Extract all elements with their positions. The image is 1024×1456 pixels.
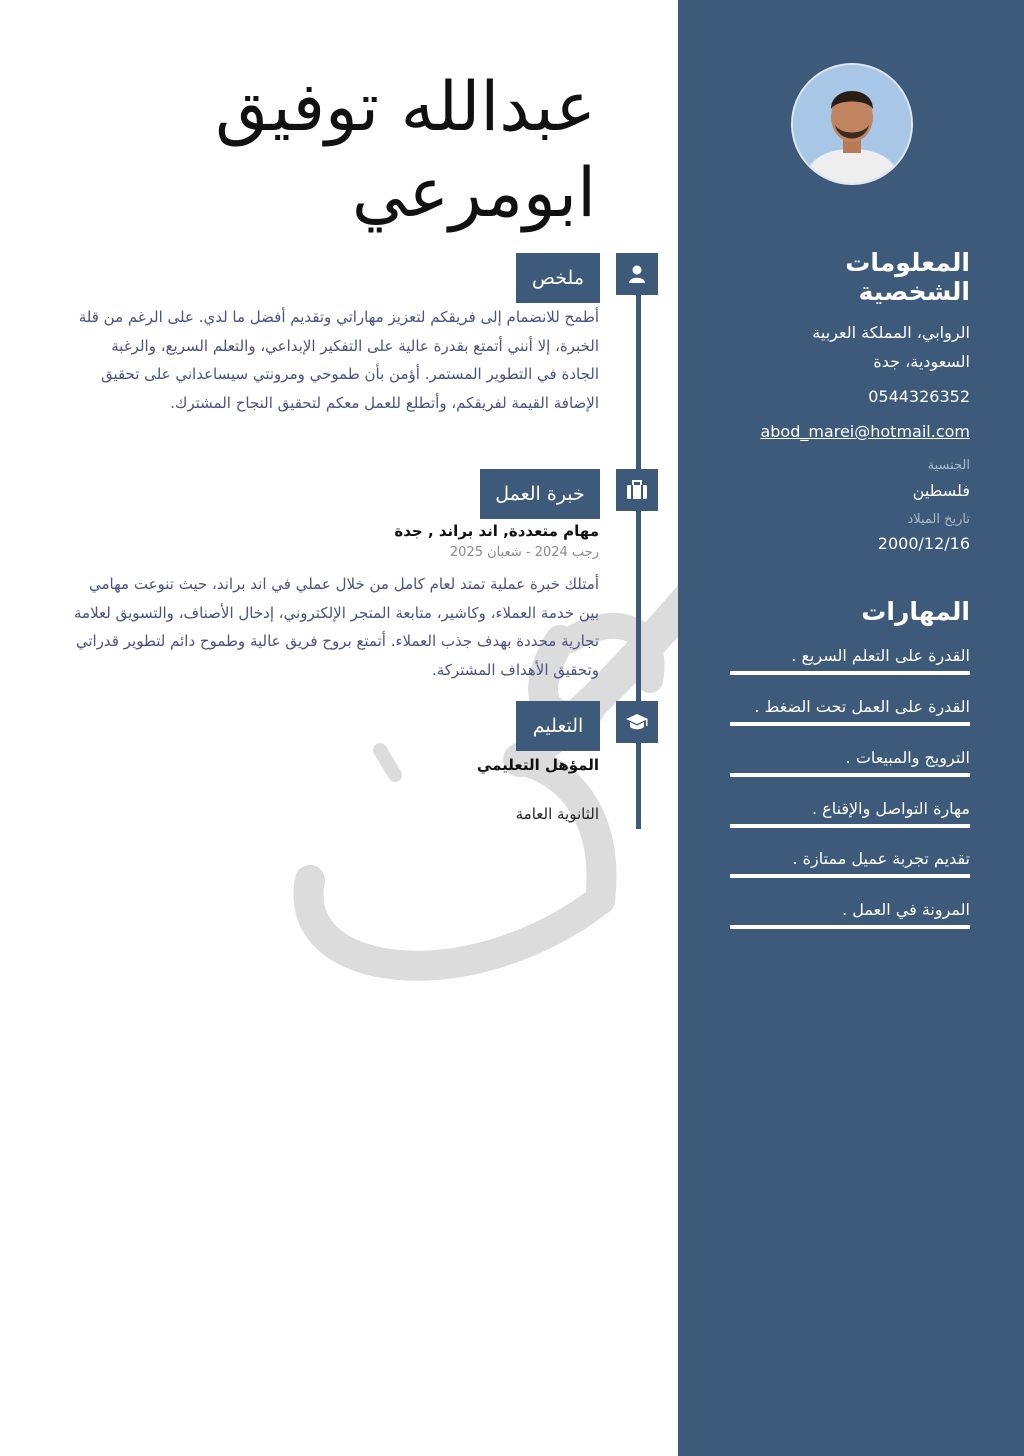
name-line1: عبدالله توفيق [215,68,596,147]
name-line2: ابومرعي [351,154,596,233]
nationality-label: الجنسية [927,458,970,473]
skill-label: الترويج والمبيعات . [845,748,970,767]
skill-label: تقديم تجربة عميل ممتازة . [792,849,970,868]
education-heading: التعليم [516,701,600,751]
skill-label: مهارة التواصل والإقناع . [811,799,970,818]
briefcase-icon [616,469,658,511]
address-line2: السعودية، جدة [873,352,970,371]
phone-number: 0544326352 [868,387,970,406]
skill-label: القدرة على العمل تحت الضغط . [754,697,970,716]
personal-info-heading-line2: الشخصية [858,277,970,306]
job-date: رجب 2024 - شعبان 2025 [449,545,599,560]
profile-photo [791,63,913,185]
sidebar [678,0,1024,1456]
skill-bar [730,874,970,878]
skill-bar [730,824,970,828]
user-icon [616,253,658,295]
experience-heading: خبرة العمل [480,469,600,519]
summary-text: أطمح للانضمام إلى فريقكم لتعزيز مهاراتي وتقديم أفضل ما لدي. على الرغم من قلة الخبرة، إلا أنني أتمتع بقدرة عالية على التفكير الإبداعي، والتعلم السريع، والرغبة الجادة في التطوير المستمر. أؤمن بأن طموحي ومرونتي سيساعداني على تحقيق الإضافة القيمة لفريقكم، وأتطلع للعمل معكم لتحقيق النجاح المشترك. [78,308,599,412]
skill-bar [730,773,970,777]
skill-label: المرونة في العمل . [842,900,970,919]
qualification-value: الثانوية العامة [515,805,599,823]
skill-bar [730,671,970,675]
summary-heading: ملخص [516,253,600,303]
nationality-value: فلسطين [912,481,970,500]
birth-date-label: تاريخ الميلاد [907,512,970,527]
skill-label: القدرة على التعلم السريع . [791,646,970,665]
skill-bar [730,925,970,929]
graduation-cap-icon [616,701,658,743]
address-line1: الروابي، المملكة العربية [812,323,970,342]
job-title: مهام متعددة, اند براند , جدة [394,522,599,540]
birth-date-value: 2000/12/16 [877,534,970,553]
email-link[interactable]: abod_marei@hotmail.com [760,422,970,441]
personal-info-heading-line1: المعلومات [845,248,970,277]
qualification-title: المؤهل التعليمي [476,756,599,774]
skill-bar [730,722,970,726]
experience-text: أمتلك خبرة عملية تمتد لعام كامل من خلال عملي في اند براند، حيث تنوعت مهامي بين خدمة العملاء، وكاشير، متابعة المتجر الإلكتروني، إدخال الأصناف، والتسويق لعلامة تجارية محددة بهدف جذب العملاء. أتمتع بروح فريق عالية وطموح دائم لتطوير قدراتي وتحقيق الأهداف المشتركة. [74,575,599,679]
skills-heading: المهارات [861,597,970,626]
timeline-line [636,262,641,829]
